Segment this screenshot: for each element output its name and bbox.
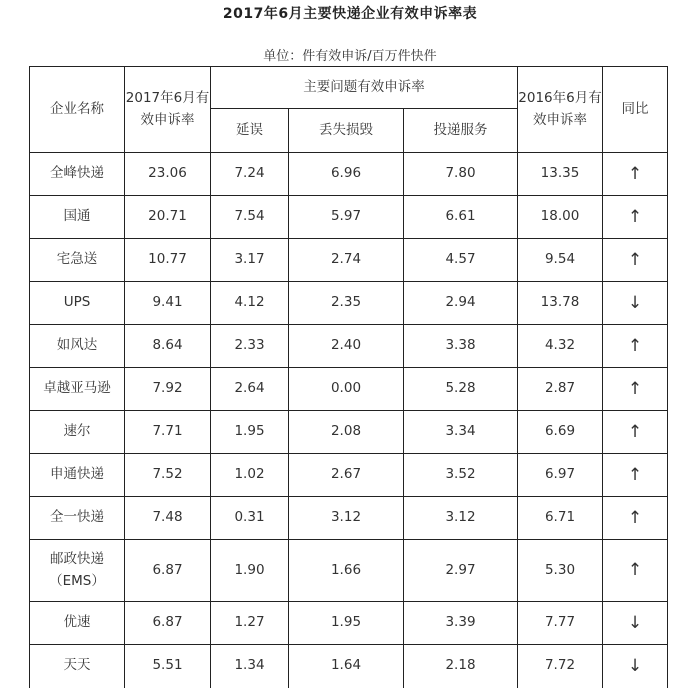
- header-company: 企业名称: [30, 67, 125, 153]
- cell-company-name: [30, 153, 125, 196]
- cell-delivery-service: 3.12: [404, 497, 518, 540]
- cell-delivery-service: 2.97: [404, 540, 518, 602]
- arrow-down-icon: ↓: [603, 645, 668, 688]
- company-name-line1: 全一快递: [50, 509, 104, 526]
- table-row: [30, 454, 668, 497]
- cell-rate-2017: 6.87: [125, 602, 211, 645]
- cell-delivery-service: 3.39: [404, 602, 518, 645]
- cell-delay: 3.17: [211, 239, 289, 282]
- cell-delay: 4.12: [211, 282, 289, 325]
- cell-delay: 7.24: [211, 153, 289, 196]
- table-row: [30, 645, 668, 688]
- cell-delivery-service: 6.61: [404, 196, 518, 239]
- arrow-down-icon: ↓: [603, 602, 668, 645]
- cell-lost-damaged: 2.74: [289, 239, 404, 282]
- cell-delivery-service: 3.34: [404, 411, 518, 454]
- cell-delay: 0.31: [211, 497, 289, 540]
- table-row: [30, 325, 668, 368]
- table-row: [30, 540, 668, 602]
- cell-delay: 7.54: [211, 196, 289, 239]
- cell-rate-2016: 13.35: [518, 153, 603, 196]
- cell-rate-2017: 7.52: [125, 454, 211, 497]
- table-row: [30, 239, 668, 282]
- cell-rate-2016: 18.00: [518, 196, 603, 239]
- cell-rate-2016: 6.69: [518, 411, 603, 454]
- cell-rate-2017: 8.64: [125, 325, 211, 368]
- cell-rate-2017: 20.71: [125, 196, 211, 239]
- cell-rate-2016: 5.30: [518, 540, 603, 602]
- cell-lost-damaged: 6.96: [289, 153, 404, 196]
- table-body: [30, 67, 668, 688]
- cell-delivery-service: 7.80: [404, 153, 518, 196]
- cell-lost-damaged: 2.67: [289, 454, 404, 497]
- cell-company-name: [30, 540, 125, 602]
- cell-rate-2017: 10.77: [125, 239, 211, 282]
- company-name-line1: UPS: [63, 294, 91, 311]
- cell-rate-2017: 9.41: [125, 282, 211, 325]
- table-row: [30, 602, 668, 645]
- cell-delivery-service: 4.57: [404, 239, 518, 282]
- header-rate-2016-line1: 2016年6月有: [518, 89, 602, 106]
- cell-rate-2017: 23.06: [125, 153, 211, 196]
- cell-company-name: [30, 196, 125, 239]
- cell-delay: 1.95: [211, 411, 289, 454]
- arrow-up-icon: ↑: [603, 454, 668, 497]
- header-rate-2016-line2: 效申诉率: [533, 111, 587, 128]
- table-row: [30, 368, 668, 411]
- company-name-line1: 如风达: [56, 337, 98, 354]
- company-name-line1: 邮政快递: [50, 550, 104, 567]
- company-name-line2: （EMS）: [49, 572, 105, 589]
- cell-delivery-service: 5.28: [404, 368, 518, 411]
- table-row: [30, 196, 668, 239]
- page-title: 2017年6月主要快递企业有效申诉率表: [222, 6, 478, 22]
- company-name-line1: 卓越亚马逊: [43, 380, 111, 397]
- cell-lost-damaged: 0.00: [289, 368, 404, 411]
- cell-rate-2016: 7.77: [518, 602, 603, 645]
- table-row: [30, 497, 668, 540]
- cell-lost-damaged: 1.66: [289, 540, 404, 602]
- cell-delivery-service: 3.52: [404, 454, 518, 497]
- header-lost-damaged: 丢失损毁: [289, 109, 404, 153]
- header-delivery-service: 投递服务: [404, 109, 518, 153]
- cell-lost-damaged: 1.64: [289, 645, 404, 688]
- arrow-up-icon: ↑: [603, 153, 668, 196]
- cell-delay: 1.02: [211, 454, 289, 497]
- cell-delivery-service: 3.38: [404, 325, 518, 368]
- header-rate-2016: [518, 67, 603, 153]
- company-name-line1: 天天: [63, 657, 91, 674]
- cell-company-name: [30, 602, 125, 645]
- cell-lost-damaged: 2.08: [289, 411, 404, 454]
- cell-rate-2016: 4.32: [518, 325, 603, 368]
- cell-lost-damaged: 5.97: [289, 196, 404, 239]
- complaint-rate-table: [29, 66, 668, 688]
- cell-lost-damaged: 2.40: [289, 325, 404, 368]
- header-row-top: [30, 67, 668, 109]
- cell-rate-2017: 6.87: [125, 540, 211, 602]
- cell-rate-2016: 13.78: [518, 282, 603, 325]
- cell-delay: 1.34: [211, 645, 289, 688]
- header-yoy: 同比: [603, 67, 668, 153]
- cell-rate-2016: 7.72: [518, 645, 603, 688]
- arrow-up-icon: ↑: [603, 497, 668, 540]
- company-name-line1: 国通: [63, 208, 91, 225]
- cell-company-name: [30, 282, 125, 325]
- header-delay: 延误: [211, 109, 289, 153]
- cell-company-name: [30, 368, 125, 411]
- header-rate-2017-line1: 2017年6月有: [125, 89, 210, 106]
- arrow-up-icon: ↑: [603, 411, 668, 454]
- cell-rate-2017: 5.51: [125, 645, 211, 688]
- cell-lost-damaged: 3.12: [289, 497, 404, 540]
- cell-company-name: [30, 497, 125, 540]
- cell-rate-2017: 7.71: [125, 411, 211, 454]
- table-row: [30, 411, 668, 454]
- cell-company-name: [30, 645, 125, 688]
- table-row: [30, 153, 668, 196]
- arrow-down-icon: ↓: [603, 282, 668, 325]
- unit-note: 单位：件有效申诉/百万件快件: [263, 49, 437, 64]
- cell-delivery-service: 2.18: [404, 645, 518, 688]
- cell-rate-2016: 6.97: [518, 454, 603, 497]
- cell-company-name: [30, 239, 125, 282]
- cell-rate-2016: 9.54: [518, 239, 603, 282]
- table-row: [30, 282, 668, 325]
- cell-rate-2016: 2.87: [518, 368, 603, 411]
- arrow-up-icon: ↑: [603, 540, 668, 602]
- cell-lost-damaged: 1.95: [289, 602, 404, 645]
- cell-company-name: [30, 325, 125, 368]
- company-name-line1: 申通快递: [50, 466, 104, 483]
- company-name-line1: 速尔: [63, 423, 91, 440]
- header-rate-2017: [125, 67, 211, 153]
- header-rate-2017-line2: 效申诉率: [140, 111, 195, 128]
- cell-delay: 2.33: [211, 325, 289, 368]
- arrow-up-icon: ↑: [603, 196, 668, 239]
- cell-lost-damaged: 2.35: [289, 282, 404, 325]
- arrow-up-icon: ↑: [603, 239, 668, 282]
- company-name-line1: 优速: [63, 614, 91, 631]
- company-name-line1: 全峰快递: [50, 165, 104, 182]
- company-name-line1: 宅急送: [56, 251, 98, 268]
- cell-rate-2017: 7.48: [125, 497, 211, 540]
- cell-delay: 1.27: [211, 602, 289, 645]
- cell-delay: 2.64: [211, 368, 289, 411]
- arrow-up-icon: ↑: [603, 325, 668, 368]
- cell-rate-2017: 7.92: [125, 368, 211, 411]
- cell-company-name: [30, 454, 125, 497]
- cell-rate-2016: 6.71: [518, 497, 603, 540]
- cell-delivery-service: 2.94: [404, 282, 518, 325]
- cell-company-name: [30, 411, 125, 454]
- arrow-up-icon: ↑: [603, 368, 668, 411]
- cell-delay: 1.90: [211, 540, 289, 602]
- header-main-issues: 主要问题有效申诉率: [211, 67, 518, 109]
